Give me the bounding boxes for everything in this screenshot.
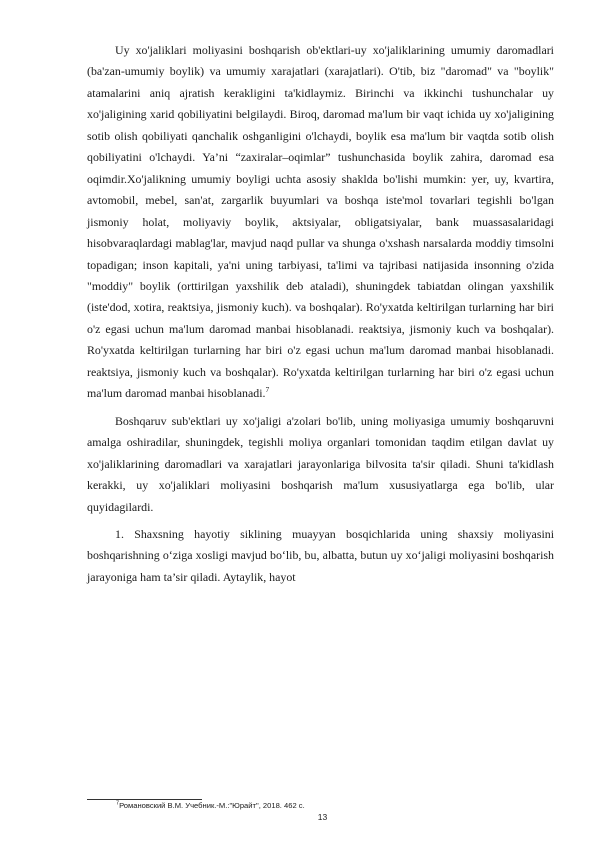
footnote-reference[interactable]: 7 — [265, 385, 270, 395]
paragraph-2-text: Boshqaruv sub'ektlari uy xo'jaligi a'zolari bo'lib, uning moliyasiga umumiy boshqaruvni amalga oshiradilar, shuningdek, tegishli moliya organlari tomonidan taqdim etilgan davlat uy xo'jaliklarining daromadlari va xarajatlari jarayonlariga bilvosita ta'sir qiladi. Shuni ta'kidlash kerakki, uy xo'jaliklari moliyasini boshqarish ma'lum xususiyatlarga ega bo'lib, ular quyidagilardi. — [87, 413, 554, 514]
page-body — [87, 40, 554, 594]
footnote-number: 7 — [116, 800, 120, 807]
page-number: 13 — [317, 812, 328, 822]
footnote — [116, 801, 305, 811]
paragraph-2 — [87, 411, 554, 518]
paragraph-3 — [87, 524, 554, 588]
paragraph-1 — [87, 40, 554, 405]
footnote-text: Романовский В.М. Учебник.-М.:"Юрайт", 2018. 462 с. — [119, 801, 305, 810]
footnote-divider — [87, 799, 202, 800]
paragraph-1-text: Uy xo'jaliklari moliyasini boshqarish ob'ektlari-uy xo'jaliklarining umumiy daromadlari (ba'zan-umumiy boylik) va umumiy xarajatlari (xarajatlari). O'tib, biz "daromad" va "boylik" atamalarini aniq ajratish kerakligini ta'kidlaymiz. Birinchi va ikkinchi tushunchalar uy xo'jaligining xarid qobiliyatini belgilaydi. Biroq, daromad ma'lum bir vaqt ichida uy xo'jaligining sotib olish qobiliyati qanchalik oshganligini o'lchaydi, boylik esa ma'lum bir vaqtda sotib olish qobiliyatini o'lchaydi. Ya’ni “zaxiralar–oqimlar” tushunchasida boylik zahira, daromad esa oqimdir.Xo'jalikning umumiy boyligi uchta asosiy shaklda bo'lishi mumkin: yer, uy, kvartira, avtomobil, mebel, san'at, zargarlik buyumlari va boshqa iste'mol tovarlari tegishli bo'lgan jismoniy holat, moliyaviy boylik, aktsiyalar, obligatsiyalar, bank muassasalaridagi hisobvaraqlardagi mablag'lar, mavjud naqd pullar va shunga o'xshash narsalarda moddiy timsolni topadigan; inson kapitali, ya'ni uning tarbiyasi, ta'limi va tajribasi natijasida insonning o'zida "moddiy" boylik (orttirilgan yaxshilik deb ataladi), shuningdek tabiatdan olingan yaxshilik (iste'dod, xotira, reaktsiya, jismoniy kuch). va boshqalar). Ro'yxatda keltirilgan turlarning har biri o'z egasi uchun ma'lum daromad manbai hisoblanadi. reaktsiya, jismoniy kuch va boshqalar). Ro'yxatda keltirilgan turlarning har biri o'z egasi uchun ma'lum daromad manbai hisoblanadi. reaktsiya, jismoniy kuch va boshqalar). Ro'yxatda keltirilgan turlarning har biri o'z egasi uchun ma'lum daromad manbai hisoblanadi. — [87, 43, 554, 401]
paragraph-3-text: 1. Shaxsning hayotiy siklining muayyan bosqichlarida uning shaxsiy moliyasini boshqarishning o‘ziga xosligi mavjud bo‘lib, bu, albatta, butun uy xo‘jaligi moliyasini boshqarish jarayoniga ham ta’sir qiladi. Aytaylik, hayot — [87, 526, 554, 584]
